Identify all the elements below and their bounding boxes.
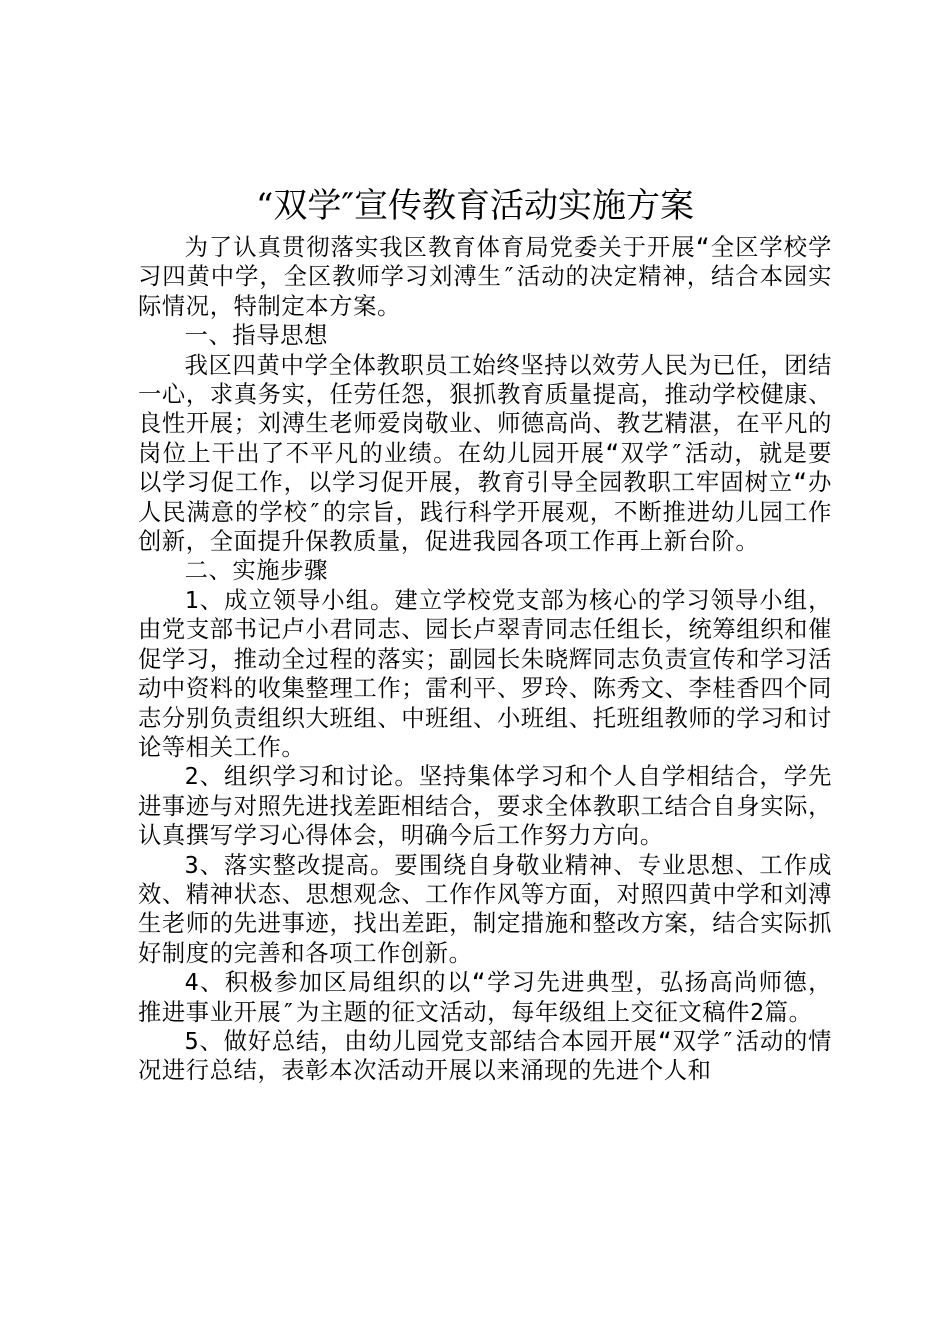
document-title: “双学″宣传教育活动实施方案	[255, 186, 695, 226]
paragraph-intro: 为了认真贯彻落实我区教育体育局党委关于开展“全区学校学习四黄中学，全区教师学习刘溥生″活动的决定精神，结合本园实际情况，特制定本方案。	[138, 234, 832, 320]
paragraph-step-2: 2、组织学习和讨论。坚持集体学习和个人自学相结合，学先进事迹与对照先进找差距相结合，要求全体教职工结合自身实际，认真撰写学习心得体会，明确今后工作努力方向。	[138, 763, 832, 850]
paragraph-step-3: 3、落实整改提高。要围绕自身敬业精神、专业思想、工作成效、精神状态、思想观念、工作作风等方面，对照四黄中学和刘溥生老师的先进事迹，找出差距，制定措施和整改方案，结合实际抓好制度的完善和各项工作创新。	[138, 851, 832, 967]
heading-guiding-thought: 一、指导思想	[184, 322, 328, 350]
paragraph-step-4: 4、积极参加区局组织的以“学习先进典型，弘扬高尚师德，推进事业开展″为主题的征文活动，每年级组上交征文稿件2篇。	[138, 969, 832, 1026]
paragraph-step-1: 1、成立领导小组。建立学校党支部为核心的学习领导小组，由党支部书记卢小君同志、园长卢翠青同志任组长，统筹组织和催促学习，推动全过程的落实；副园长朱晓辉同志负责宣传和学习活动中资料的收集整理工作；雷利平、罗玲、陈秀文、李桂香四个同志分别负责组织大班组、中班组、小班组、托班组教师的学习和讨论等相关工作。	[138, 586, 832, 761]
paragraph-guiding-thought: 我区四黄中学全体教职员工始终坚持以效劳人民为已任，团结一心，求真务实，任劳任怨，狠抓教育质量提高，推动学校健康、良性开展；刘溥生老师爱岗敬业、师德高尚、教艺精湛，在平凡的岗位上干出了不平凡的业绩。在幼儿园开展“双学″活动，就是要以学习促工作，以学习促开展，教育引导全园教职工牢固树立“办人民满意的学校″的宗旨，践行科学开展观，不断推进幼儿园工作创新，全面提升保教质量，促进我园各项工作再上新台阶。	[138, 351, 832, 556]
paragraph-step-5: 5、做好总结，由幼儿园党支部结合本园开展“双学″活动的情况进行总结，表彰本次活动开展以来涌现的先进个人和	[138, 1027, 832, 1085]
heading-implementation-steps: 二、实施步骤	[184, 557, 328, 585]
document-body	[138, 233, 832, 1086]
